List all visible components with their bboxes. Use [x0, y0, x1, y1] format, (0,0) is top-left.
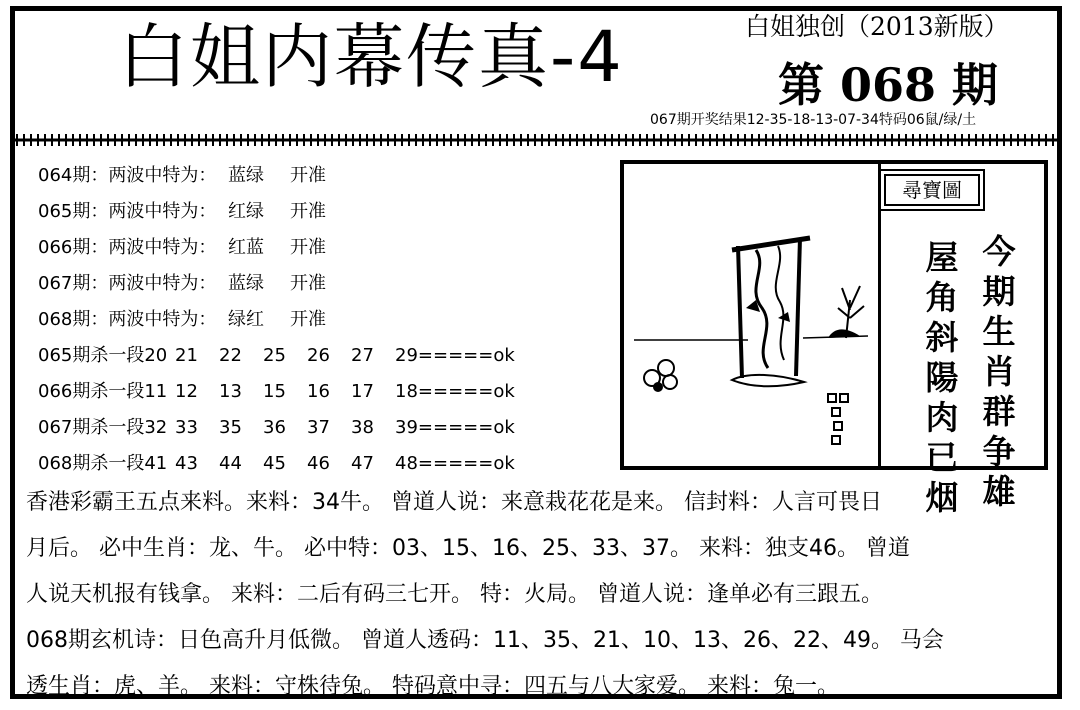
kill-number: 25 [263, 345, 286, 366]
kill-row [38, 374, 515, 410]
kill-number: 27 [351, 345, 374, 366]
color-row [38, 230, 515, 266]
paragraph-line: 人说天机报有钱拿。 来料：二后有码三七开。 特：火局。 曾道人说：逢单必有三跟五。 [26, 582, 883, 607]
color-row [38, 158, 515, 194]
header-separator [15, 133, 1057, 147]
kill-number: 46 [307, 453, 330, 474]
kill-number: 21 [175, 345, 198, 366]
kill-row [38, 410, 515, 446]
row-colors: 蓝绿 [228, 273, 264, 294]
row-colors: 蓝绿 [228, 165, 264, 186]
kill-number: 38 [351, 417, 374, 438]
page-title: 白姐内幕传真-4 [118, 16, 624, 98]
kill-number: 12 [175, 381, 198, 402]
paragraph-line: 香港彩霸王五点来料。来料：34牛。 曾道人说：来意栽花花是来。 信封料：人言可畏日 [26, 490, 882, 515]
kill-label: 068期杀一段41 [38, 453, 168, 474]
kill-number: 36 [263, 417, 286, 438]
last-result: 067期开奖结果12-35-18-13-07-34特码06鼠/绿/土 [650, 112, 977, 128]
kill-last: 39=====ok [395, 417, 515, 438]
color-row [38, 194, 515, 230]
issue-number: 第 068 期 [778, 58, 999, 112]
kill-number: 17 [351, 381, 374, 402]
kill-label: 065期杀一段20 [38, 345, 168, 366]
row-status: 开准 [290, 165, 326, 186]
edition-label: 白姐独创（2013新版） [745, 12, 1009, 41]
kill-last: 48=====ok [395, 453, 515, 474]
paragraph-line: 068期玄机诗：日色高升月低微。 曾道人透码：11、35、21、10、13、26、22、49。 马会 [26, 628, 944, 653]
row-status: 开准 [290, 201, 326, 222]
kill-number: 16 [307, 381, 330, 402]
kill-last: 18=====ok [395, 381, 515, 402]
row-label: 067期：两波中特为： [38, 273, 217, 294]
kill-number: 33 [175, 417, 198, 438]
kill-row [38, 446, 515, 482]
color-row [38, 266, 515, 302]
kill-number: 37 [307, 417, 330, 438]
treasure-map-panel [620, 160, 1048, 517]
kill-label: 067期杀一段32 [38, 417, 168, 438]
kill-number: 13 [219, 381, 242, 402]
kill-number: 22 [219, 345, 242, 366]
row-colors: 红蓝 [228, 237, 264, 258]
treasure-map-tag: 尋寶圖 [884, 174, 980, 206]
kill-number: 45 [263, 453, 286, 474]
kill-label: 066期杀一段11 [38, 381, 168, 402]
row-status: 开准 [290, 309, 326, 330]
kill-last: 29=====ok [395, 345, 515, 366]
panel-divider [878, 164, 881, 466]
kill-number: 35 [219, 417, 242, 438]
news-paragraph [26, 480, 1056, 710]
row-colors: 绿红 [228, 309, 264, 330]
row-status: 开准 [290, 273, 326, 294]
row-label: 066期：两波中特为： [38, 237, 217, 258]
prediction-list [38, 158, 515, 482]
row-label: 065期：两波中特为： [38, 201, 217, 222]
kill-number: 26 [307, 345, 330, 366]
paragraph-line: 透生肖：虎、羊。 来料：守株待兔。 特码意中寻：四五与八大家爱。 来料：兔一。 [26, 674, 839, 699]
kill-row [38, 338, 515, 374]
kill-number: 15 [263, 381, 286, 402]
row-label: 064期：两波中特为： [38, 165, 217, 186]
kill-number: 47 [351, 453, 374, 474]
kill-number: 43 [175, 453, 198, 474]
row-status: 开准 [290, 237, 326, 258]
treasure-map-illustration [628, 168, 874, 464]
row-label: 068期：两波中特为： [38, 309, 217, 330]
color-row [38, 302, 515, 338]
poem-column-2: 屋角斜陽肉已烟 [925, 238, 959, 517]
paragraph-line: 月后。 必中生肖：龙、牛。 必中特：03、15、16、25、33、37。 来料：独支46。 曾道 [26, 536, 910, 561]
row-colors: 红绿 [228, 201, 264, 222]
poem-column-1: 今期生肖群争雄 [982, 232, 1016, 511]
kill-number: 44 [219, 453, 242, 474]
